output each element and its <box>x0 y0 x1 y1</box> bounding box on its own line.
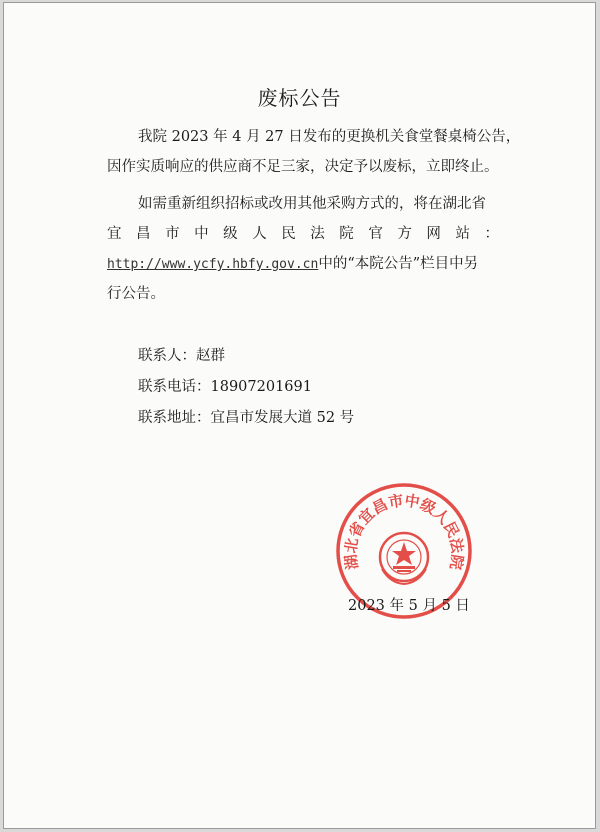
para1-line1: 我院 2023 年 4 月 27 日发布的更换机关食堂餐桌椅公告， <box>138 129 521 145</box>
para2-line2: 宜 昌 市 中 级 人 民 法 院 官 方 网 站 ： <box>107 226 499 242</box>
seal-text: 湖北省宜昌市中级人民法院 <box>341 491 467 571</box>
para2-line3-suffix: 中的“本院公告”栏目中另 <box>318 256 479 272</box>
para1-line2: 因作实质响应的供应商不足三家，决定予以废标，立即终止。 <box>107 159 499 175</box>
national-emblem-icon <box>380 533 428 584</box>
court-website-link[interactable]: http://www.ycfy.hbfy.gov.cn <box>107 257 319 272</box>
para2-line4: 行公告。 <box>107 286 165 302</box>
document-page <box>3 2 596 829</box>
notice-title: 废标公告 <box>257 86 342 110</box>
notice-date: 2023 年 5 月 5 日 <box>348 598 470 614</box>
contact-person: 联系人：赵群 <box>138 348 225 364</box>
contact-address: 联系地址：宜昌市发展大道 52 号 <box>138 410 355 426</box>
contact-phone: 联系电话：18907201691 <box>138 379 312 395</box>
para2-line3 <box>107 257 478 272</box>
para2-line1: 如需重新组织招标或改用其他采购方式的，将在湖北省 <box>138 196 486 212</box>
